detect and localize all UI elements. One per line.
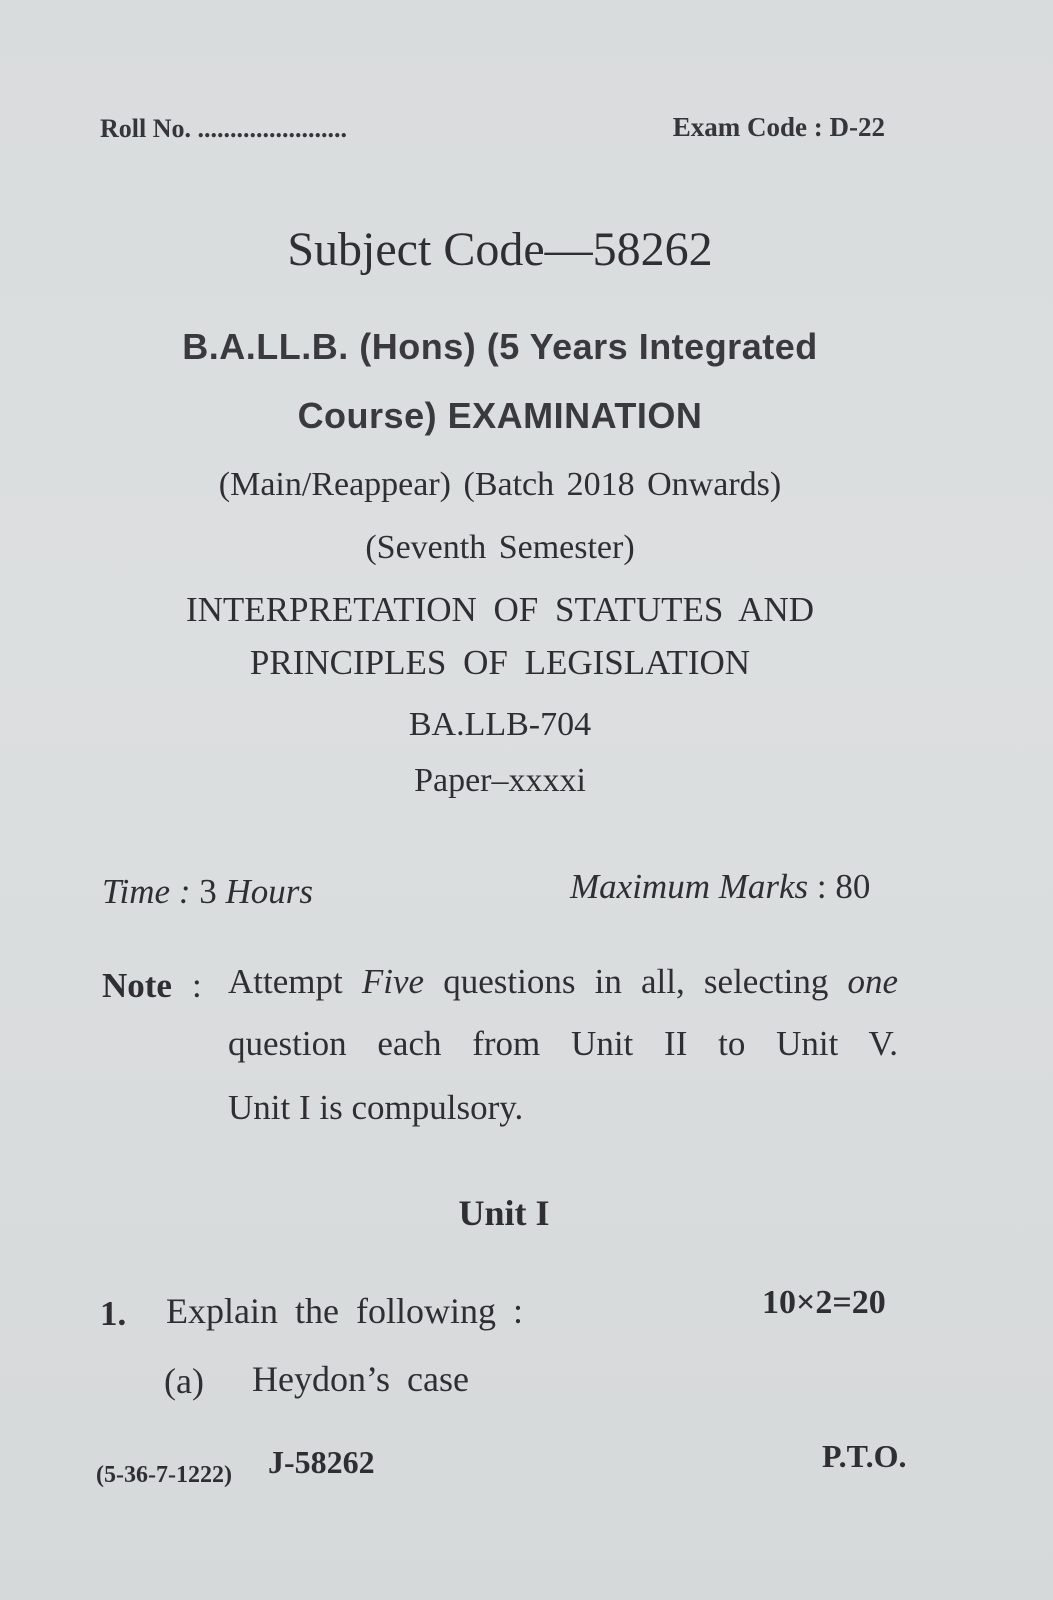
note-emphasis: one [847,962,899,1001]
subject-code: Subject Code—58262 [287,223,713,276]
roll-number-field: Roll No. ....................... [100,114,347,143]
paper-code: BA.LLB-704 [408,706,592,743]
please-turn-over: P.T.O. [822,1438,907,1474]
note-emphasis: Five [361,962,425,1001]
question-text: Explain the following : [166,1291,523,1331]
time-unit: Hours [225,872,314,911]
exam-code: Exam Code : D-22 [672,112,885,142]
time-value: 3 [199,872,217,911]
sub-question-label: (a) [164,1361,204,1401]
sub-question-text: Heydon’s case [252,1359,469,1399]
note-text: Attempt [228,962,343,1001]
time-allowed [102,872,313,912]
paper-number: Paper–xxxxi [414,762,586,799]
note-line-3: Unit I is compulsory. [228,1088,524,1127]
marks-colon: : [816,867,827,906]
maximum-marks [570,867,870,907]
batch-info: (Main/Reappear) (Batch 2018 Onwards) [218,466,782,503]
note-colon: : [192,966,202,1005]
question-number: 1. [100,1294,127,1333]
time-label: Time : [102,872,191,911]
marks-value: 80 [835,867,871,906]
note-text: questions in all, selecting [443,962,829,1001]
note-line-2: question each from Unit II to Unit V. [228,1024,898,1063]
note-label: Note [102,966,172,1005]
footer-paper-id: J-58262 [268,1444,375,1480]
note-line-1 [228,962,898,1002]
course-title-line-2: Course) EXAMINATION [297,395,703,436]
course-title-line-1: B.A.LL.B. (Hons) (5 Years Integrated [182,326,818,367]
unit-heading: Unit I [458,1193,550,1233]
semester-info: (Seventh Semester) [365,529,635,566]
question-marks: 10×2=20 [762,1284,886,1321]
footer-print-code: (5-36-7-1222) [96,1462,232,1488]
paper-title-line-2: PRINCIPLES OF LEGISLATION [249,643,751,682]
marks-label: Maximum Marks [570,867,809,906]
paper-title-line-1: INTERPRETATION OF STATUTES AND [186,590,814,629]
